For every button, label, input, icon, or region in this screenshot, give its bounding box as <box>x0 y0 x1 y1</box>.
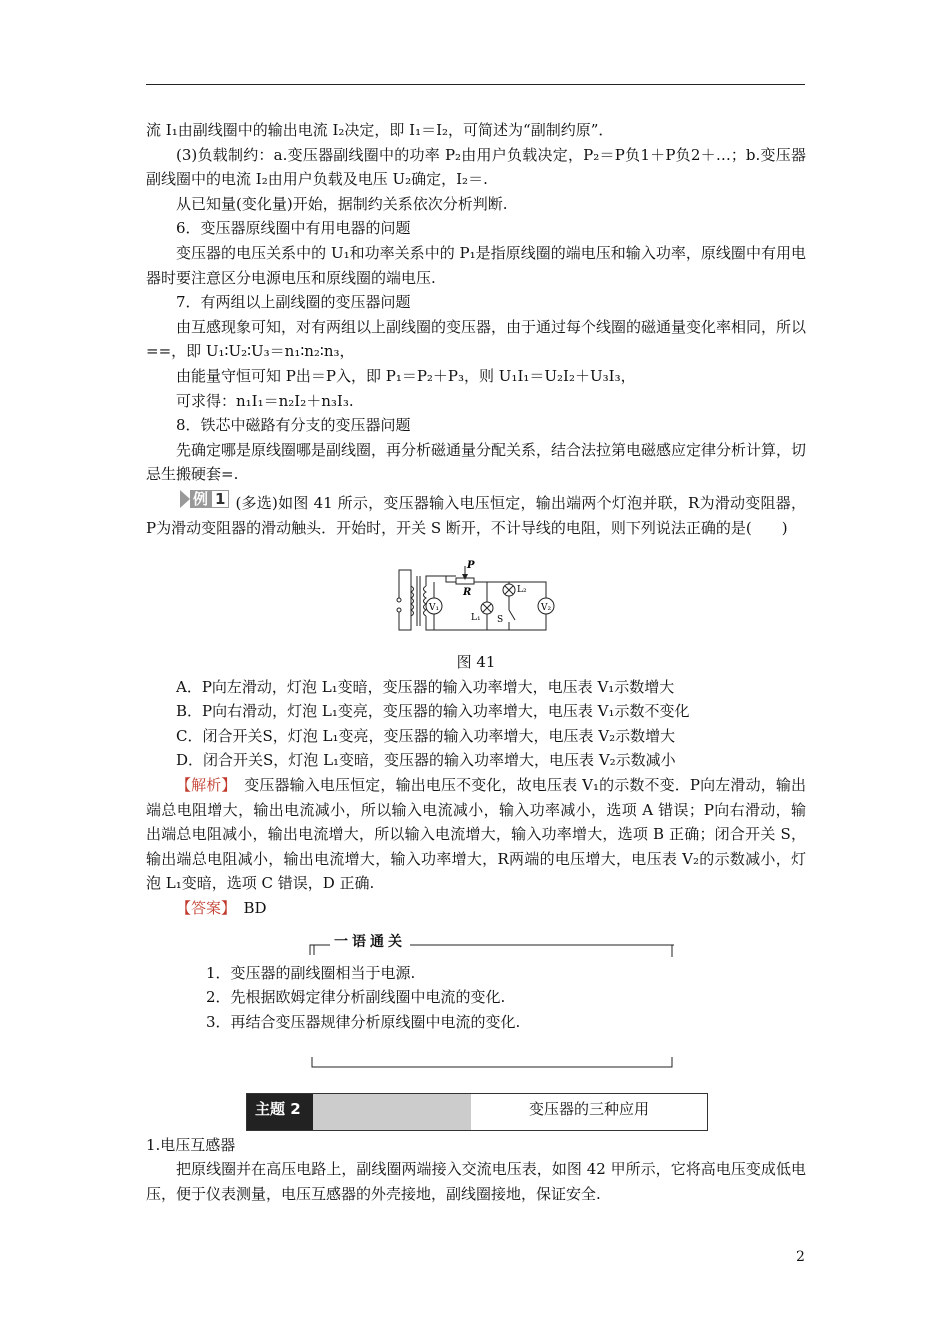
topic-title: 变压器的三种应用 <box>528 1099 649 1118</box>
label-s: S <box>497 615 504 626</box>
example-question <box>146 487 806 540</box>
label-v2: V₂ <box>541 603 552 614</box>
answer-tag: 【答案】 <box>176 899 229 918</box>
analysis-text: 变压器输入电压恒定，输出电压不变化，故电压表 V₁的示数不变．P向左滑动，输出端总电阻增大，输出电流减小，所以输入电流减小，输入功率减小，选项 A 错误；P向右滑动，输出端总电阻减小，输出电流增大，所以输入电流增大，输入功率增大，选项 B 正确；闭合开关 S，输出端总电阻减小，输出电流增大，输入功率增大，R两端的电压增大，电压表 V₂的示数减小，灯泡 L₁变暗，选项 C 错误，D 正确. <box>146 776 806 893</box>
topic-label: 主题 2 <box>247 1094 471 1130</box>
section-text: 把原线圈并在高压电路上，副线圈两端接入交流电压表，如图 42 甲所示，它将高电压变成低电压，便于仪表测量，电压互感器的外壳接地，副线圈接地，保证安全. <box>146 1160 806 1203</box>
label-l1: L₁ <box>471 613 481 624</box>
answer <box>146 896 806 921</box>
answer-value: BD <box>243 899 267 918</box>
header-rule <box>146 84 805 85</box>
heading-6: 6．变压器原线圈中有用电器的问题 <box>176 219 411 238</box>
example-text: (多选)如图 41 所示，变压器输入电压恒定，输出端两个灯泡并联，R为滑动变阻器，P为滑动变阻器的滑动触头．开始时，开关 S 断开，不计导线的电阻，则下列说法正确的是( ) <box>146 493 806 537</box>
label-p: P <box>467 560 475 572</box>
heading-7: 7．有两组以上副线圈的变压器问题 <box>176 293 411 312</box>
paragraph: 由互感现象可知，对有两组以上副线圈的变压器，由于通过每个线圈的磁通量变化率相同，所以==，即 U₁∶U₂∶U₃＝n₁∶n₂∶n₃， <box>146 317 807 361</box>
option-b: B．P向右滑动，灯泡 L₁变亮，变压器的输入功率增大，电压表 V₁示数不变化 <box>176 702 690 721</box>
summary-item: 2．先根据欧姆定律分析副线圈中电流的变化. <box>206 988 506 1007</box>
example-badge: 例 1 <box>180 490 229 508</box>
label-r: R <box>463 587 472 599</box>
paragraph: 先确定哪是原线圈哪是副线圈，再分析磁通量分配关系，结合法拉第电磁感应定律分析计算，切忌生搬硬套=. <box>146 440 807 484</box>
page-number: 2 <box>796 1249 805 1265</box>
topic-banner <box>246 1093 708 1131</box>
analysis-tag: 【解析】 <box>176 776 230 795</box>
label-l2: L₂ <box>517 585 527 596</box>
rheostat-icon <box>456 578 474 584</box>
label-v1: V₁ <box>429 603 440 614</box>
triangle-icon <box>180 490 190 508</box>
summary-item: 3．再结合变压器规律分析原线圈中电流的变化. <box>206 1012 521 1031</box>
paragraph: 变压器的电压关系中的 U₁和功率关系中的 P₁是指原线圈的端电压和输入功率，原线圈中有用电器时要注意区分电源电压和原线圈的端电压. <box>146 243 806 287</box>
option-d: D．闭合开关S，灯泡 L₁变暗，变压器的输入功率增大，电压表 V₂示数减小 <box>176 751 676 770</box>
paragraph: 可求得：n₁I₁＝n₂I₂＋n₃I₃. <box>176 391 354 410</box>
switch-s-icon <box>509 610 515 620</box>
heading-8: 8．铁芯中磁路有分支的变压器问题 <box>176 416 411 435</box>
section-heading: 1.电压互感器 <box>146 1135 236 1154</box>
option-c: C．闭合开关S，灯泡 L₁变亮，变压器的输入功率增大，电压表 V₂示数增大 <box>176 726 676 745</box>
paragraph: 由能量守恒可知 P出＝P入，即 P₁＝P₂＋P₃，则 U₁I₁＝U₂I₂＋U₃I₃， <box>176 366 636 385</box>
circuit-figure <box>391 558 561 644</box>
figure-caption: 图 41 <box>456 653 496 672</box>
summary-box <box>206 933 674 1079</box>
analysis <box>146 773 806 896</box>
option-a: A．P向左滑动，灯泡 L₁变暗，变压器的输入功率增大，电压表 V₁示数增大 <box>176 677 675 696</box>
paragraph: (3)负载制约：a.变压器副线圈中的功率 P₂由用户负载决定，P₂＝P负1＋P负2＋…；b.变压器副线圈中的电流 I₂由用户负载及电压 U₂确定，I₂＝. <box>146 145 806 189</box>
summary-item: 1．变压器的副线圈相当于电源. <box>206 963 416 982</box>
summary-box-title: 一语通关 <box>330 930 410 955</box>
page-content <box>146 118 806 1206</box>
paragraph: 流 I₁由副线圈中的输出电流 I₂决定，即 I₁＝I₂，可简述为“副制约原”． <box>146 121 614 139</box>
paragraph: 从已知量(变化量)开始，据制约关系依次分析判断. <box>176 194 508 213</box>
